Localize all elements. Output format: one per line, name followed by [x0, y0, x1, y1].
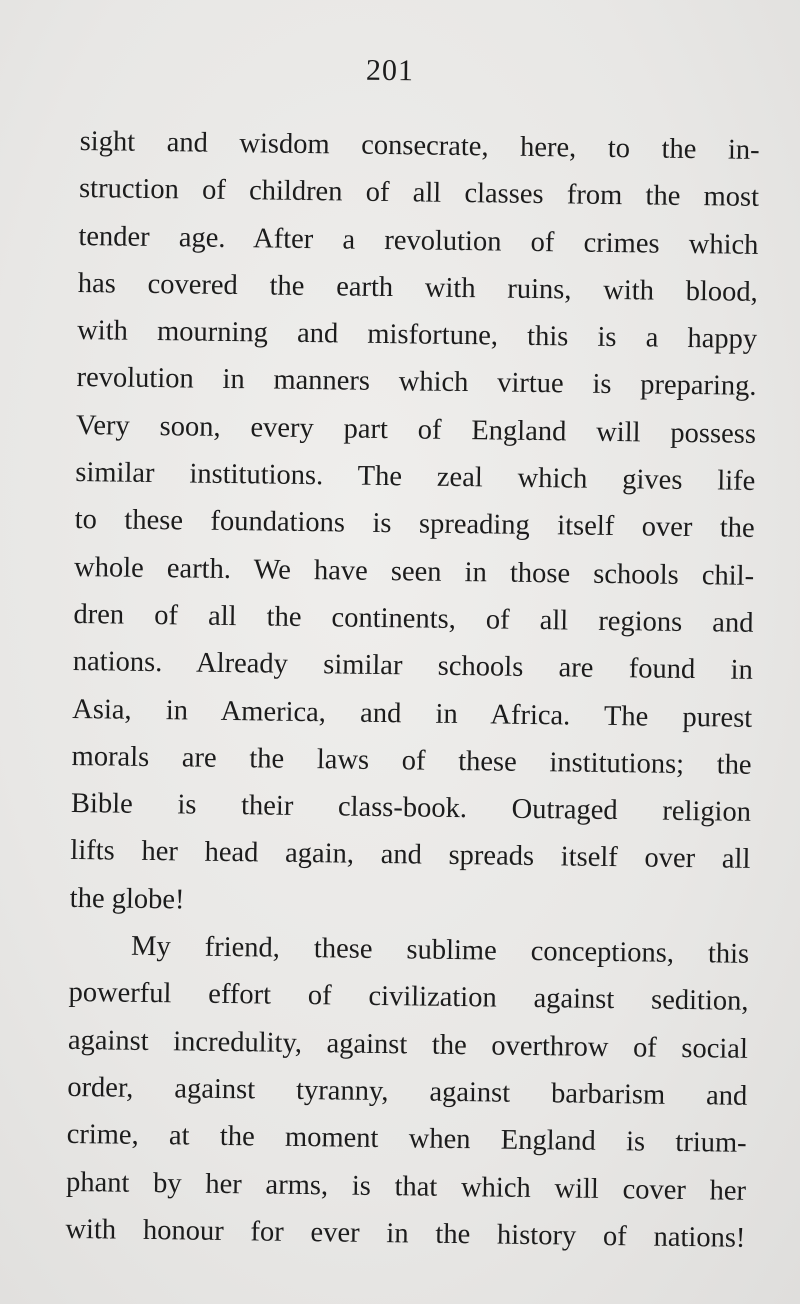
text-line: Very soon, every part of England will possess	[75, 409, 757, 450]
text-line: revolution in manners which virtue is preparing.	[76, 362, 757, 403]
text-line: dren of all the continents, of all regions and	[73, 598, 754, 639]
text-line: lifts her head again, and spreads itself over all	[70, 835, 751, 876]
text-line: has covered the earth with ruins, with blood,	[77, 267, 758, 308]
text-line: phant by her arms, is that which will cover her	[65, 1166, 747, 1207]
text-line: struction of children of all classes from the most	[78, 173, 760, 214]
text-line: Bible is their class-book. Outraged religion	[70, 788, 752, 828]
paragraph-start-line: My friend, these sublime conceptions, this	[130, 930, 750, 970]
text-line: nations. Already similar schools are found in	[72, 646, 754, 687]
text-line: order, against tyranny, against barbarism and	[67, 1071, 748, 1112]
text-line: Asia, in America, and in Africa. The purest	[72, 693, 753, 734]
text-line: morals are the laws of these institutions; the	[71, 740, 752, 781]
text-line: whole earth. We have seen in those schools chil-	[73, 551, 755, 592]
text-line: crime, at the moment when England is trium-	[66, 1119, 747, 1160]
page-number: 201	[365, 53, 415, 88]
text-line: sight and wisdom consecrate, here, to the in-	[79, 125, 760, 166]
paragraph-end-line: the globe!	[69, 882, 185, 916]
text-line: similar institutions. The zeal which gives life	[75, 457, 756, 497]
body-text	[65, 118, 760, 1262]
text-line: powerful effort of civilization against sedition,	[68, 977, 749, 1018]
text-line: to these foundations is spreading itself over the	[74, 504, 755, 545]
text-line: with honour for ever in the history of nations!	[65, 1213, 746, 1254]
text-line: against incredulity, against the overthrow of social	[67, 1024, 749, 1065]
text-line: tender age. After a revolution of crimes which	[78, 220, 759, 261]
text-line: with mourning and misfortune, this is a happy	[77, 315, 758, 356]
